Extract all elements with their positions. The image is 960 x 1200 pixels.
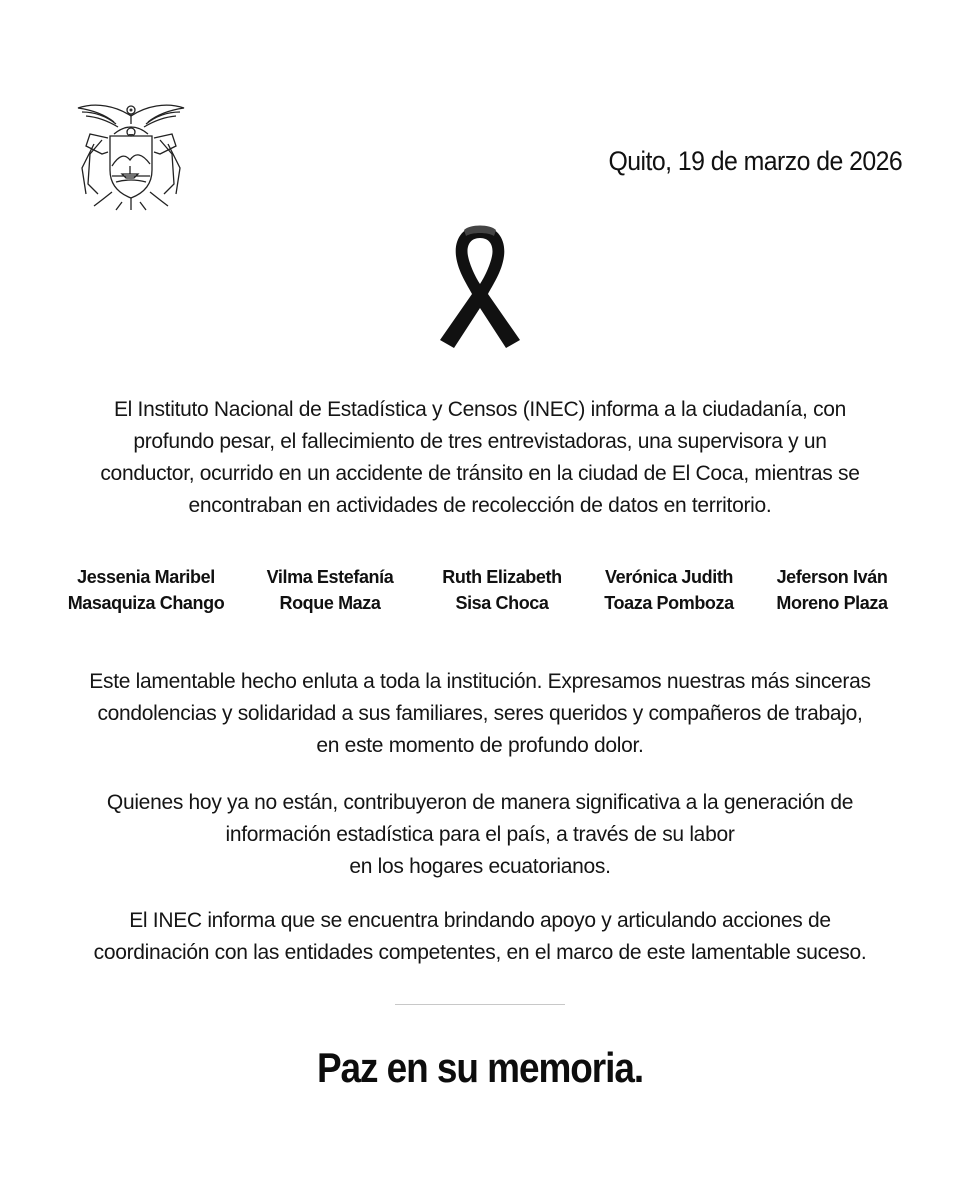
name-first: Jessenia Maribel — [77, 567, 215, 587]
name-first: Jeferson Iván — [776, 567, 888, 587]
paragraph-line: El INEC informa que se encuentra brindando apoyo y articulando acciones de — [129, 909, 831, 932]
closing-heading: Paz en su memoria. — [316, 1044, 644, 1091]
name-entry — [46, 564, 246, 616]
name-first: Verónica Judith — [604, 567, 734, 587]
announcement-paragraph — [40, 394, 920, 522]
name-first: Ruth Elizabeth — [442, 567, 562, 587]
name-last: Roque Maza — [279, 593, 381, 613]
paragraph-line: El Instituto Nacional de Estadística y Censos (INEC) informa a la ciudadanía, con — [113, 398, 847, 421]
divider-line — [395, 1004, 565, 1005]
paragraph-line: conductor, ocurrido en un accidente de tránsito en la ciudad de El Coca, mientras se — [100, 462, 860, 485]
mourning-ribbon-icon — [432, 222, 528, 354]
paragraph-line: profundo pesar, el fallecimiento de tres entrevistadoras, una supervisora y un — [133, 430, 827, 453]
name-first: Vilma Estefanía — [266, 567, 394, 587]
name-entry — [732, 564, 932, 616]
tribute-paragraph — [40, 787, 920, 883]
paragraph-line: condolencias y solidaridad a sus familiares, seres queridos y compañeros de trabajo, — [97, 702, 863, 725]
paragraph-line: en este momento de profundo dolor. — [316, 734, 644, 757]
paragraph-line: coordinación con las entidades competentes, en el marco de este lamentable suceso. — [93, 941, 867, 964]
name-last: Moreno Plaza — [776, 593, 888, 613]
paragraph-line: en los hogares ecuatorianos. — [349, 855, 611, 878]
paragraph-line: Quienes hoy ya no están, contribuyeron de manera significativa a la generación de — [106, 791, 854, 814]
name-last: Sisa Choca — [455, 593, 549, 613]
name-last: Masaquiza Chango — [67, 593, 225, 613]
support-paragraph — [40, 905, 920, 969]
name-last: Toaza Pomboza — [604, 593, 734, 613]
ecuador-coat-of-arms-icon — [72, 94, 190, 214]
paragraph-line: encontraban en actividades de recolección de datos en territorio. — [188, 494, 772, 517]
paragraph-line: información estadística para el país, a través de su labor — [225, 823, 735, 846]
name-entry — [230, 564, 430, 616]
names-list — [40, 564, 920, 624]
paragraph-line: Este lamentable hecho enluta a toda la institución. Expresamos nuestras más sinceras — [89, 670, 871, 693]
date-line: Quito, 19 de marzo de 2026 — [608, 146, 902, 176]
condolences-paragraph — [40, 666, 920, 762]
